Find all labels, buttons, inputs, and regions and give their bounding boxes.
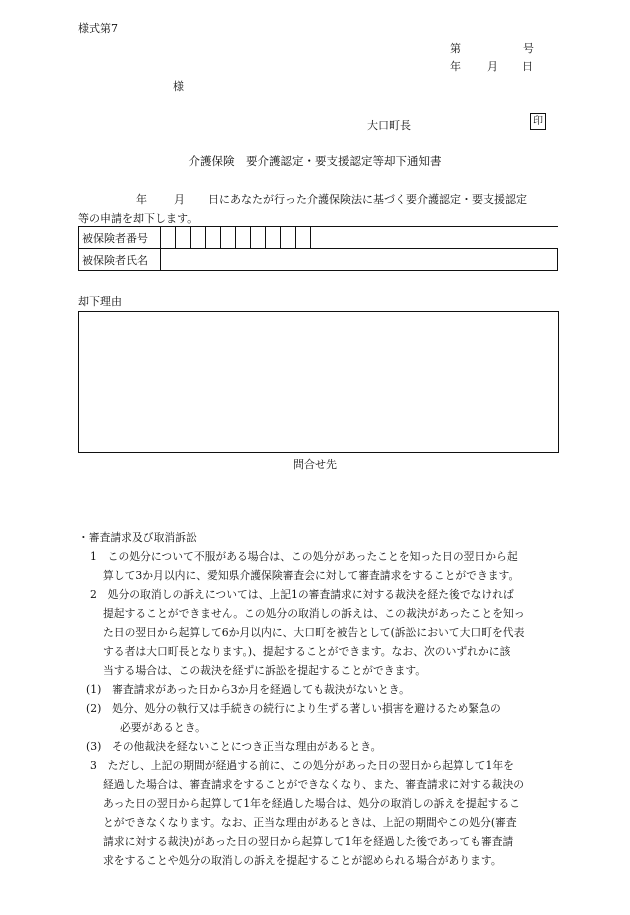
date-month: 月 <box>487 60 498 73</box>
insured-number-digit-5[interactable] <box>221 227 236 249</box>
insured-name-label: 被保険者氏名 <box>79 249 161 271</box>
seal-box: 印 <box>530 113 546 130</box>
insured-number-digit-10[interactable] <box>296 227 311 249</box>
date-year: 年 <box>450 60 461 73</box>
insured-number-digit-8[interactable] <box>266 227 281 249</box>
contact-label: 問合せ先 <box>293 458 337 471</box>
number-prefix: 第 <box>450 42 461 55</box>
notes-line: 請求に対する裁決)があった日の翌日から起算して1年を経過した後であっても審査請 <box>103 835 514 848</box>
notes-line: 1 この処分について不服がある場合は、この処分があったことを知った日の翌日から起 <box>90 550 518 563</box>
insured-number-digit-1[interactable] <box>161 227 176 249</box>
recipient-suffix: 様 <box>173 80 184 93</box>
appeal-notes <box>78 528 568 870</box>
notes-line: 当する場合は、この裁決を経ずに訴訟を提起することができます。 <box>103 664 427 677</box>
insured-number-digit-6[interactable] <box>236 227 251 249</box>
insured-info-table <box>78 226 558 271</box>
reason-box[interactable] <box>78 311 559 453</box>
number-suffix: 号 <box>523 42 534 55</box>
notes-line: 2 処分の取消しの訴えについては、上記1の審査請求に対する裁決を経た後でなければ <box>90 588 514 601</box>
insured-number-digit-7[interactable] <box>251 227 266 249</box>
insured-number-digit-4[interactable] <box>206 227 221 249</box>
notes-line: とができなくなります。なお、正当な理由があるときは、上記の期間やこの処分(審査 <box>103 816 517 829</box>
intro-line-2: 等の申請を却下します。 <box>78 212 199 225</box>
notes-line: あった日の翌日から起算して1年を経過した場合は、処分の取消しの訴えを提起するこ <box>103 797 521 810</box>
notes-line: (1) 審査請求があった日から3か月を経過しても裁決がないとき。 <box>86 683 410 696</box>
document-title: 介護保険 要介護認定・要支援認定等却下通知書 <box>188 154 442 168</box>
insured-name-row <box>79 249 558 271</box>
issuer-name: 大口町長 <box>367 119 411 132</box>
notes-line: た日の翌日から起算して6か月以内に、大口町を被告として(訴訟において大口町を代表 <box>103 626 525 639</box>
notes-line: 算して3か月以内に、愛知県介護保険審査会に対して審査請求をすることができます。 <box>103 569 520 582</box>
insured-number-digit-9[interactable] <box>281 227 296 249</box>
notes-line: 提起することができません。この処分の取消しの訴えは、この裁決があったことを知っ <box>103 607 525 620</box>
intro-month: 月 <box>174 193 185 206</box>
notes-line: (2) 処分、処分の執行又は手続きの続行により生ずる著しい損害を避けるため緊急の <box>86 702 501 715</box>
notes-heading: ・審査請求及び取消訴訟 <box>78 531 197 544</box>
date-day: 日 <box>522 60 533 73</box>
notes-line: する者は大口町長となります。)、提起することができます。なお、次のいずれかに該 <box>103 645 511 658</box>
notes-line: 経過した場合は、審査請求をすることができなくなり、また、審査請求に対する裁決の <box>103 778 525 791</box>
insured-number-digit-3[interactable] <box>191 227 206 249</box>
reason-label: 却下理由 <box>78 295 122 308</box>
form-number: 様式第7 <box>78 22 118 35</box>
insured-number-row <box>79 227 558 249</box>
notes-line: 求をすることや処分の取消しの訴えを提起することが認められる場合があります。 <box>103 854 502 867</box>
insured-number-digit-2[interactable] <box>176 227 191 249</box>
notes-line: (3) その他裁決を経ないことにつき正当な理由があるとき。 <box>86 740 382 753</box>
table-spacer <box>311 227 558 249</box>
intro-year: 年 <box>136 193 147 206</box>
intro-text: 日にあなたが行った介護保険法に基づく要介護認定・要支援認定 <box>208 193 527 206</box>
insured-number-label: 被保険者番号 <box>79 227 161 249</box>
notes-line: 必要があるとき。 <box>120 721 206 734</box>
notes-line: 3 ただし、上記の期間が経過する前に、この処分があった日の翌日から起算して1年を <box>90 759 514 772</box>
insured-name-field[interactable] <box>161 249 558 271</box>
